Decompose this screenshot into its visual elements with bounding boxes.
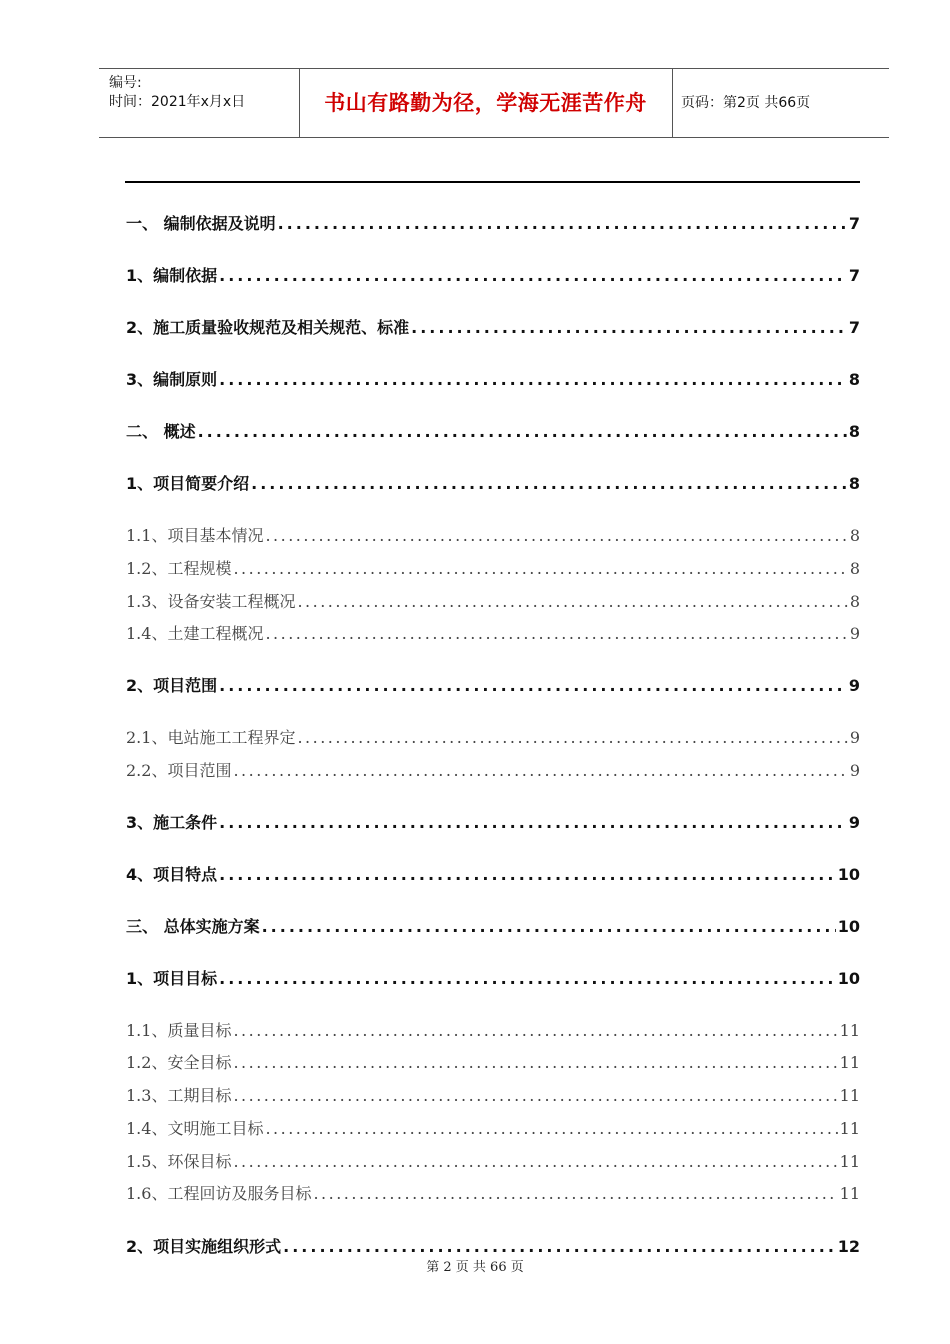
toc-entry[interactable] [126, 725, 860, 748]
toc-dot-leader [233, 1053, 837, 1072]
toc-entry[interactable] [126, 1018, 860, 1041]
toc-entry[interactable] [126, 556, 860, 579]
toc-entry[interactable] [126, 419, 860, 442]
toc-entry[interactable] [126, 862, 860, 885]
toc-entry-title: 1、项目简要介绍 [126, 474, 250, 493]
toc-dot-leader [219, 266, 847, 285]
toc-entry-page: 8 [848, 370, 860, 389]
toc-entry-page: 10 [837, 917, 860, 936]
toc-dot-leader [219, 865, 836, 884]
toc-entry-title: 1、编制依据 [126, 266, 218, 285]
toc-entry-page: 12 [837, 1237, 860, 1256]
toc-entry-title: 1.4、土建工程概况 [126, 624, 264, 643]
header-info-cell [99, 69, 300, 137]
toc-entry[interactable] [126, 211, 860, 234]
toc-entry[interactable] [126, 1181, 860, 1204]
toc-entry-title: 2.2、项目范围 [126, 761, 232, 780]
toc-entry-page: 7 [848, 318, 860, 337]
toc-entry-title: 2.1、电站施工工程界定 [126, 728, 296, 747]
toc-entry-page: 11 [839, 1053, 860, 1072]
header-page-cell [673, 69, 889, 137]
toc-entry-page: 8 [848, 422, 860, 441]
toc-entry-title: 1.1、项目基本情况 [126, 526, 264, 545]
page-footer: 第 2 页 共 66 页 [426, 1260, 524, 1275]
toc-dot-leader [278, 214, 847, 233]
toc-entry-page: 11 [839, 1184, 860, 1203]
serial-number-label: 编号: [109, 75, 142, 91]
toc-entry[interactable] [126, 1149, 860, 1172]
toc-dot-leader [262, 917, 836, 936]
toc-dot-leader [297, 592, 847, 611]
toc-entry-page: 11 [839, 1152, 860, 1171]
toc-entry-page: 7 [848, 266, 860, 285]
toc-entry-title: 1.5、环保目标 [126, 1152, 232, 1171]
toc-dot-leader [265, 624, 847, 643]
toc-entry-title: 二、 概述 [126, 422, 196, 441]
toc-entry[interactable] [126, 589, 860, 612]
toc-top-rule [125, 181, 860, 183]
toc-entry-page: 9 [849, 761, 860, 780]
toc-entry[interactable] [126, 1234, 860, 1257]
toc-entry-page: 11 [839, 1119, 860, 1138]
toc-entry-page: 9 [849, 728, 860, 747]
toc-entry[interactable] [126, 810, 860, 833]
toc-dot-leader [219, 676, 847, 695]
toc-dot-leader [219, 969, 836, 988]
toc-dot-leader [233, 1152, 837, 1171]
toc-entry-title: 2、项目实施组织形式 [126, 1237, 282, 1256]
toc-entry-page: 10 [837, 969, 860, 988]
toc-entry-page: 8 [849, 559, 860, 578]
toc-entry-page: 8 [849, 592, 860, 611]
toc-dot-leader [411, 318, 847, 337]
toc-dot-leader [233, 761, 847, 780]
toc-entry[interactable] [126, 315, 860, 338]
toc-entry[interactable] [126, 621, 860, 644]
toc-dot-leader [219, 813, 847, 832]
toc-entry-title: 三、 总体实施方案 [126, 917, 260, 936]
toc-dot-leader [283, 1237, 836, 1256]
toc-dot-leader [219, 370, 847, 389]
toc-entry-title: 1.3、设备安装工程概况 [126, 592, 296, 611]
toc-dot-leader [233, 559, 847, 578]
toc-dot-leader [297, 728, 847, 747]
toc-entry[interactable] [126, 673, 860, 696]
toc-entry-title: 1.3、工期目标 [126, 1086, 232, 1105]
toc-dot-leader [251, 474, 847, 493]
toc-entry-title: 1.4、文明施工目标 [126, 1119, 264, 1138]
toc-dot-leader [233, 1086, 837, 1105]
page-number-text: 页码：第2页 共66页 [681, 95, 811, 111]
toc-entry-page: 9 [848, 813, 860, 832]
toc-entry-title: 1.2、工程规模 [126, 559, 232, 578]
toc-entry-page: 9 [848, 676, 860, 695]
toc-entry-title: 1.2、安全目标 [126, 1053, 232, 1072]
toc-entry-title: 3、施工条件 [126, 813, 218, 832]
toc-entry-title: 4、项目特点 [126, 865, 218, 884]
toc-entry[interactable] [126, 1116, 860, 1139]
toc-entry-page: 8 [849, 526, 860, 545]
toc-dot-leader [265, 1119, 837, 1138]
toc-entry[interactable] [126, 966, 860, 989]
toc-entry[interactable] [126, 367, 860, 390]
toc-entry-title: 1、项目目标 [126, 969, 218, 988]
toc-dot-leader [313, 1184, 837, 1203]
toc-dot-leader [265, 526, 847, 545]
toc-entry-page: 11 [839, 1021, 860, 1040]
motto-text: 书山有路勤为径，学海无涯苦作舟 [324, 91, 647, 115]
toc-entry-title: 2、项目范围 [126, 676, 218, 695]
header-motto-cell [299, 69, 673, 137]
toc-dot-leader [233, 1021, 837, 1040]
toc-entry-page: 7 [848, 214, 860, 233]
toc-entry-page: 9 [849, 624, 860, 643]
toc-entry-title: 2、施工质量验收规范及相关规范、标准 [126, 318, 410, 337]
toc-entry[interactable] [126, 758, 860, 781]
toc-entry-title: 一、 编制依据及说明 [126, 214, 276, 233]
toc-entry-page: 8 [848, 474, 860, 493]
date-text: 时间：2021年x月x日 [109, 94, 246, 110]
toc-entry[interactable] [126, 1083, 860, 1106]
toc-entry[interactable] [126, 263, 860, 286]
toc-entry[interactable] [126, 1050, 860, 1073]
toc-entry[interactable] [126, 523, 860, 546]
toc-entry[interactable] [126, 914, 860, 937]
toc-entry-page: 10 [837, 865, 860, 884]
toc-entry-title: 1.1、质量目标 [126, 1021, 232, 1040]
toc-entry[interactable] [126, 471, 860, 494]
toc-entry-title: 3、编制原则 [126, 370, 218, 389]
document-header [99, 68, 889, 138]
toc-entry-page: 11 [839, 1086, 860, 1105]
toc-entry-title: 1.6、工程回访及服务目标 [126, 1184, 312, 1203]
toc-dot-leader [198, 422, 847, 441]
